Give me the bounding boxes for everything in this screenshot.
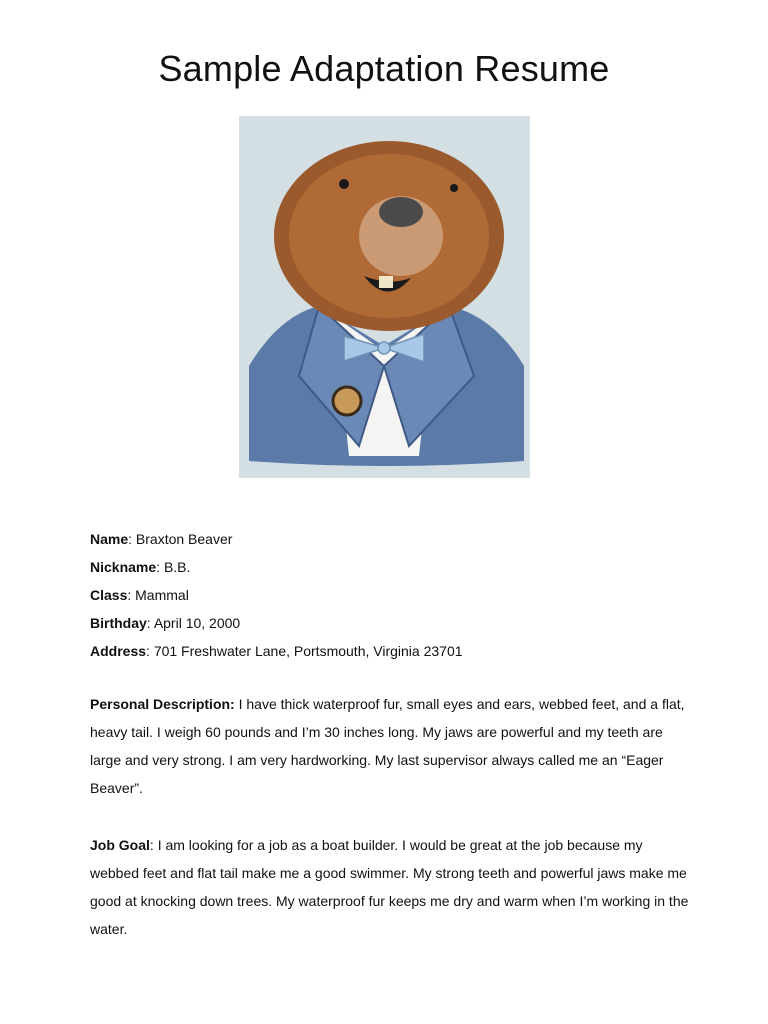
personal-description-paragraph <box>90 690 690 802</box>
field-label: Birthday <box>90 615 147 631</box>
job-goal-paragraph: Job Goal: I am looking for a job as a boat builder. I would be great at the job because my webbed feet and flat tail make me a good swimmer. My strong teeth and powerful jaws make me good at knocking down trees. My waterproof fur keeps me dry and warm when I’m working in the water. <box>90 837 689 937</box>
personal-description-text: I have thick waterproof fur, small eyes and ears, webbed feet, and a flat, heavy tail. I weigh 60 pounds and I’m 30 inches long. My jaws are powerful and my teeth are large and very strong. I am very hardworking. My last supervisor always called me an “Eager Beaver”. <box>90 696 685 796</box>
field-nickname: Nickname: B.B. <box>90 559 191 575</box>
field-value: Mammal <box>135 587 189 603</box>
field-value: 701 Freshwater Lane, Portsmouth, Virginia 23701 <box>153 643 463 659</box>
field-address: Address: 701 Freshwater Lane, Portsmouth, Virginia 23701 <box>90 643 463 659</box>
personal-description-label: Personal Description: <box>90 696 235 712</box>
field-name: Name: Braxton Beaver <box>90 531 233 547</box>
field-label: Name <box>90 531 129 547</box>
job-goal-label: Job Goal <box>90 837 150 853</box>
page-title: Sample Adaptation Resume <box>158 48 610 89</box>
field-value: April 10, 2000 <box>153 615 241 631</box>
field-value: B.B. <box>163 559 191 575</box>
profile-fields <box>90 525 690 665</box>
field-label: Nickname <box>90 559 157 575</box>
field-label: Class <box>90 587 128 603</box>
beaver-portrait-image <box>239 116 530 478</box>
field-class: Class: Mammal <box>90 587 189 603</box>
field-value: Braxton Beaver <box>135 531 233 547</box>
job-goal-text: I am looking for a job as a boat builder. I would be great at the job because my webbed feet and flat tail make me a good swimmer. My strong teeth and powerful jaws make me good at knocking down trees. My waterproof fur keeps me dry and warm when I’m working in the water. <box>90 837 689 937</box>
field-label: Address <box>90 643 147 659</box>
field-birthday: Birthday: April 10, 2000 <box>90 615 241 631</box>
